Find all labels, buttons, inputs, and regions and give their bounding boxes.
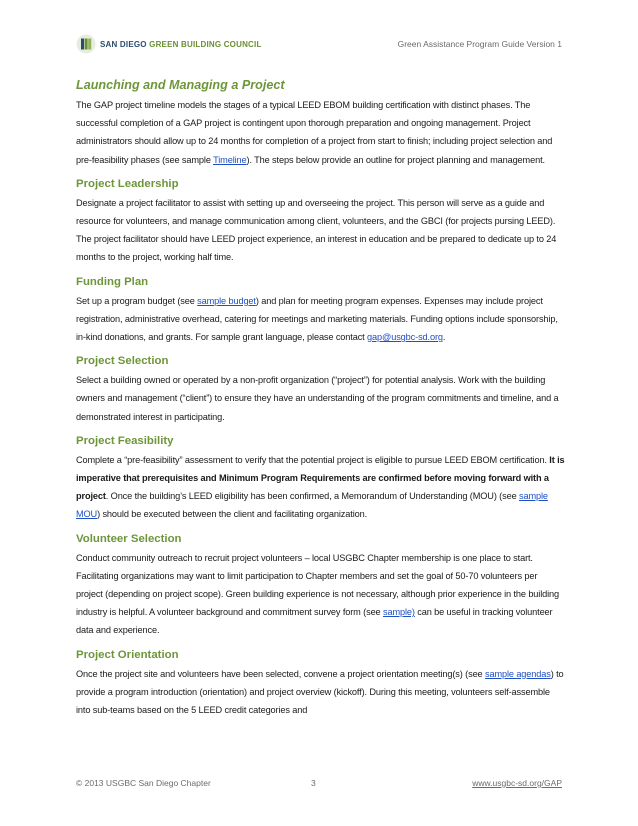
heading-funding-plan: Funding Plan — [76, 275, 149, 288]
sample-budget-link[interactable]: sample budget — [197, 295, 256, 306]
selection-paragraph: Select a building owned or operated by a non-profit organization (“project”) for potential analysis. Work with the building owners and management (“client”) to ensure they have an understanding of the program commitments and timeline, and a demonstrated interest in participating. — [76, 375, 559, 422]
usgbc-sd-logo — [76, 34, 262, 54]
sample-agendas-link[interactable]: sample agendas — [484, 668, 551, 679]
heading-project-feasibility: Project Feasibility — [76, 434, 174, 447]
funding-paragraph: Set up a program budget (see sample budget) and plan for meeting program expenses. Expenses may include project registration, administrative overhead, catering for meetings and marketing materials. Funding options include sponsorship, in-kind donations, and grants. For sample grant language, please contact gap@usgbc-sd.org. — [76, 295, 558, 343]
footer-url — [472, 778, 562, 788]
timeline-link[interactable]: Timeline — [213, 154, 247, 165]
page-number: 3 — [311, 778, 316, 788]
page-footer — [76, 778, 562, 790]
heading-project-selection: Project Selection — [76, 355, 169, 368]
volunteer-paragraph: Conduct community outreach to recruit project volunteers – local USGBC Chapter membership is one place to start. Facilitating organizations may want to limit participation to Chapter members and set the goal of 50-70 volunteers per project (depending on project scope). Green building experience is not necessary, although prior experience in the building industry is helpful. A volunteer background and commitment survey form (see sample) can be useful in tracking volunteer data and experience. — [76, 552, 560, 636]
feasibility-paragraph: Complete a “pre-feasibility” assessment to verify that the potential project is eligible to pursue LEED EBOM certification. It is imperative that prerequisites and Minimum Program Requirements are confirmed before moving forward with a project. Once the building’s LEED eligibility has been confirmed, a Memorandum of Understanding (MOU) (see sample MOU) should be executed between the client and facilitating organization. — [76, 454, 565, 520]
heading-project-leadership: Project Leadership — [76, 177, 179, 190]
heading-volunteer-selection: Volunteer Selection — [76, 532, 182, 545]
feasibility-emphasis: It is imperative that prerequisites and Minimum Program Requirements are confirmed before moving forward with a project — [76, 454, 565, 502]
leaf-logo-icon — [76, 34, 96, 54]
page-header — [76, 34, 562, 56]
heading-project-orientation: Project Orientation — [76, 648, 179, 661]
orientation-paragraph: Once the project site and volunteers have been selected, convene a project orientation meeting(s) (see sample agendas) to provide a program introduction (orientation) and project overview (kickoff). During this meeting, volunteers self-assemble into sub-teams based on the 5 LEED credit categories and — [76, 668, 564, 716]
document-title: Green Assistance Program Guide Version 1 — [397, 39, 562, 49]
gap-email-link[interactable]: gap@usgbc-sd.org — [367, 332, 443, 343]
sample-survey-link[interactable]: sample) — [382, 607, 415, 618]
logo-text: SAN DIEGO GREEN BUILDING COUNCIL — [100, 39, 262, 49]
footer-copyright: © 2013 USGBC San Diego Chapter — [76, 778, 211, 788]
leadership-paragraph: Designate a project facilitator to assist with setting up and overseeing the project. This person will serve as a guide and resource for volunteers, and manage communication among client, volunteers, and the GBCI (for projects pursing LEED). The project facilitator should have LEED project experience, an interest in education and be prepared to dedicate up to 24 months to the project, working half time. — [76, 197, 557, 263]
sample-mou-link[interactable]: sample MOU — [76, 491, 548, 520]
intro-paragraph: The GAP project timeline models the stages of a typical LEED EBOM building certification with distinct phases. The successful completion of a GAP project is contingent upon thorough preparation and ongoing management. Project administrators should allow up to 24 months for completion of a project from start to finish; including project selection and pre-feasibility phases (see sample Timeline). The steps below provide an outline for project planning and management. — [76, 100, 553, 165]
page-title: Launching and Managing a Project — [76, 78, 285, 92]
page-content — [76, 77, 566, 719]
footer-url-link[interactable]: www.usgbc-sd.org/GAP — [472, 778, 562, 788]
